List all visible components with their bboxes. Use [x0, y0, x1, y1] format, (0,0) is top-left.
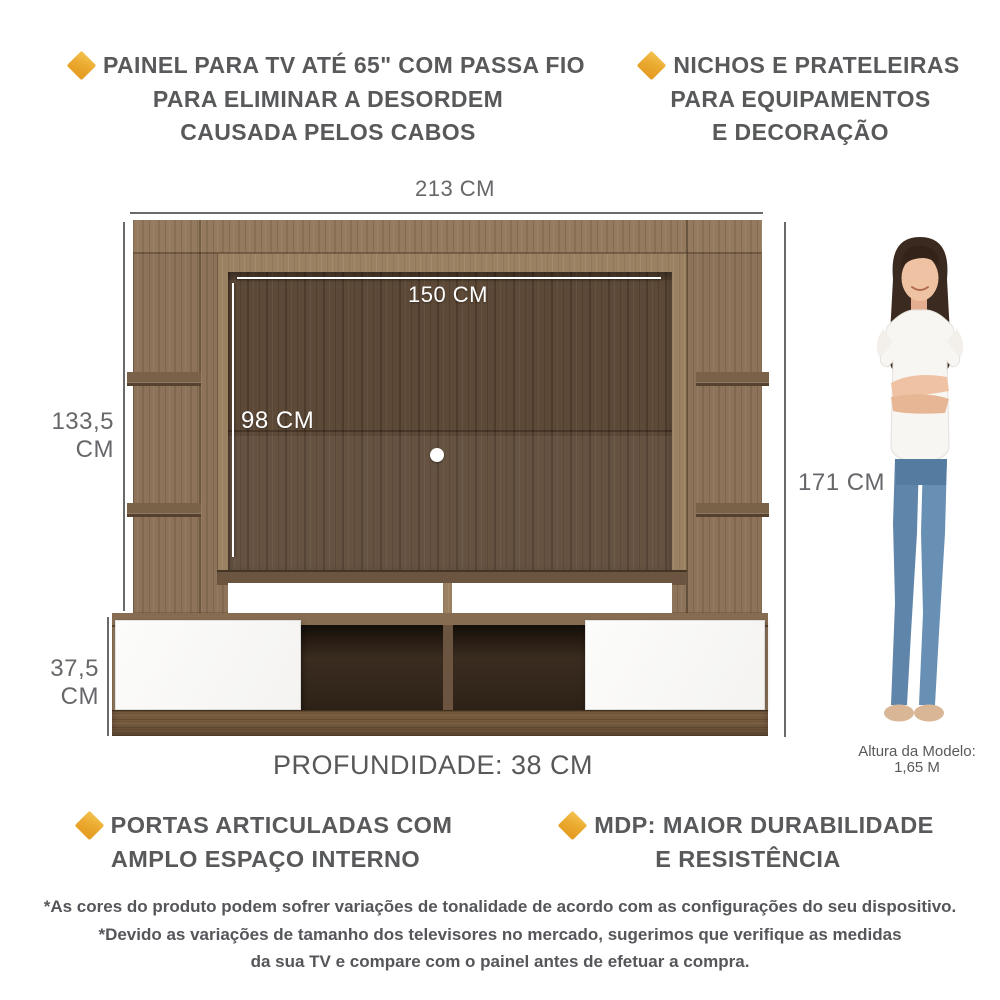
side-shelf-right-bottom: [696, 503, 769, 517]
feature-text: NICHOS E PRATELEIRAS: [673, 52, 960, 78]
cabinet-door-left: [115, 620, 301, 710]
model-photo: [843, 233, 999, 745]
feature-line: [518, 808, 978, 842]
dim-label-upper-height: 133,5 CM: [51, 408, 114, 463]
left-column-edge: [199, 220, 201, 613]
feature-line: [608, 49, 993, 83]
side-shelf-left-bottom: [127, 503, 201, 517]
model-caption: [847, 744, 987, 776]
feature-bottom-left: [38, 808, 493, 876]
feature-text: E DECORAÇÃO: [712, 119, 889, 145]
dim-label-width-total: 213 CM: [414, 176, 496, 201]
dim-line-cabinet-height: [107, 617, 109, 736]
side-shelf-right-top: [696, 372, 769, 386]
feature-text: PAINEL PARA TV ATÉ 65" COM PASSA FIO: [103, 52, 585, 78]
diamond-bullet-icon: [637, 51, 667, 81]
model-caption-line: Altura da Modelo:: [858, 743, 976, 760]
diamond-bullet-icon: [67, 51, 97, 81]
feature-text: CAUSADA PELOS CABOS: [180, 119, 476, 145]
dim-line-upper-height: [123, 222, 125, 611]
dim-line-total-height: [784, 222, 786, 737]
feature-text: AMPLO ESPAÇO INTERNO: [110, 846, 421, 872]
dim-label-cabinet-height: 37,5 CM: [50, 655, 99, 710]
cabinet-niche-divider: [443, 625, 453, 710]
feature-text: MDP: MAIOR DURABILIDADE: [594, 812, 934, 838]
dim-label-tv-width: 150 CM: [407, 282, 489, 307]
disclaimer-line: da sua TV e compare com o painel antes de efetuar a compra.: [250, 952, 750, 971]
dim-line-panel-height: [232, 283, 234, 557]
feature-line: [28, 49, 628, 83]
feature-bottom-right: [518, 808, 978, 876]
cable-hole-dot: [430, 448, 444, 462]
dim-label-total-height: 171 CM: [798, 469, 886, 496]
cabinet-base: [112, 710, 768, 736]
dim-label-panel-height: 98 CM: [241, 407, 315, 434]
feature-text: E RESISTÊNCIA: [655, 846, 841, 872]
dim-line-tv-width: [237, 277, 661, 279]
depth-label: PROFUNDIDADE: 38 CM: [272, 750, 594, 780]
diamond-bullet-icon: [558, 811, 588, 841]
cabinet-door-right: [585, 620, 765, 710]
dim-line-width-total: [130, 212, 763, 214]
feature-top-right: [608, 49, 993, 150]
panel-header: [133, 220, 762, 254]
feature-text: PARA ELIMINAR A DESORDEM: [152, 85, 504, 112]
feature-text: PORTAS ARTICULADAS COM: [110, 812, 453, 838]
feature-top-left: [28, 49, 628, 150]
disclaimer-line: *Devido as variações de tamanho dos televisores no mercado, sugerimos que verifique as medidas: [98, 924, 902, 944]
model-caption-line: 1,65 M: [894, 759, 940, 776]
lower-cabinet: [112, 613, 768, 735]
diamond-bullet-icon: [74, 811, 104, 841]
disclaimer-line: *As cores do produto podem sofrer variações de tonalidade de acordo com as configurações do seu dispositivo.: [43, 897, 957, 916]
side-shelf-left-top: [127, 372, 201, 386]
feature-text: PARA EQUIPAMENTOS: [670, 85, 931, 112]
feature-line: [38, 808, 493, 842]
gap-center-support: [443, 583, 452, 613]
disclaimer: [0, 893, 1000, 976]
